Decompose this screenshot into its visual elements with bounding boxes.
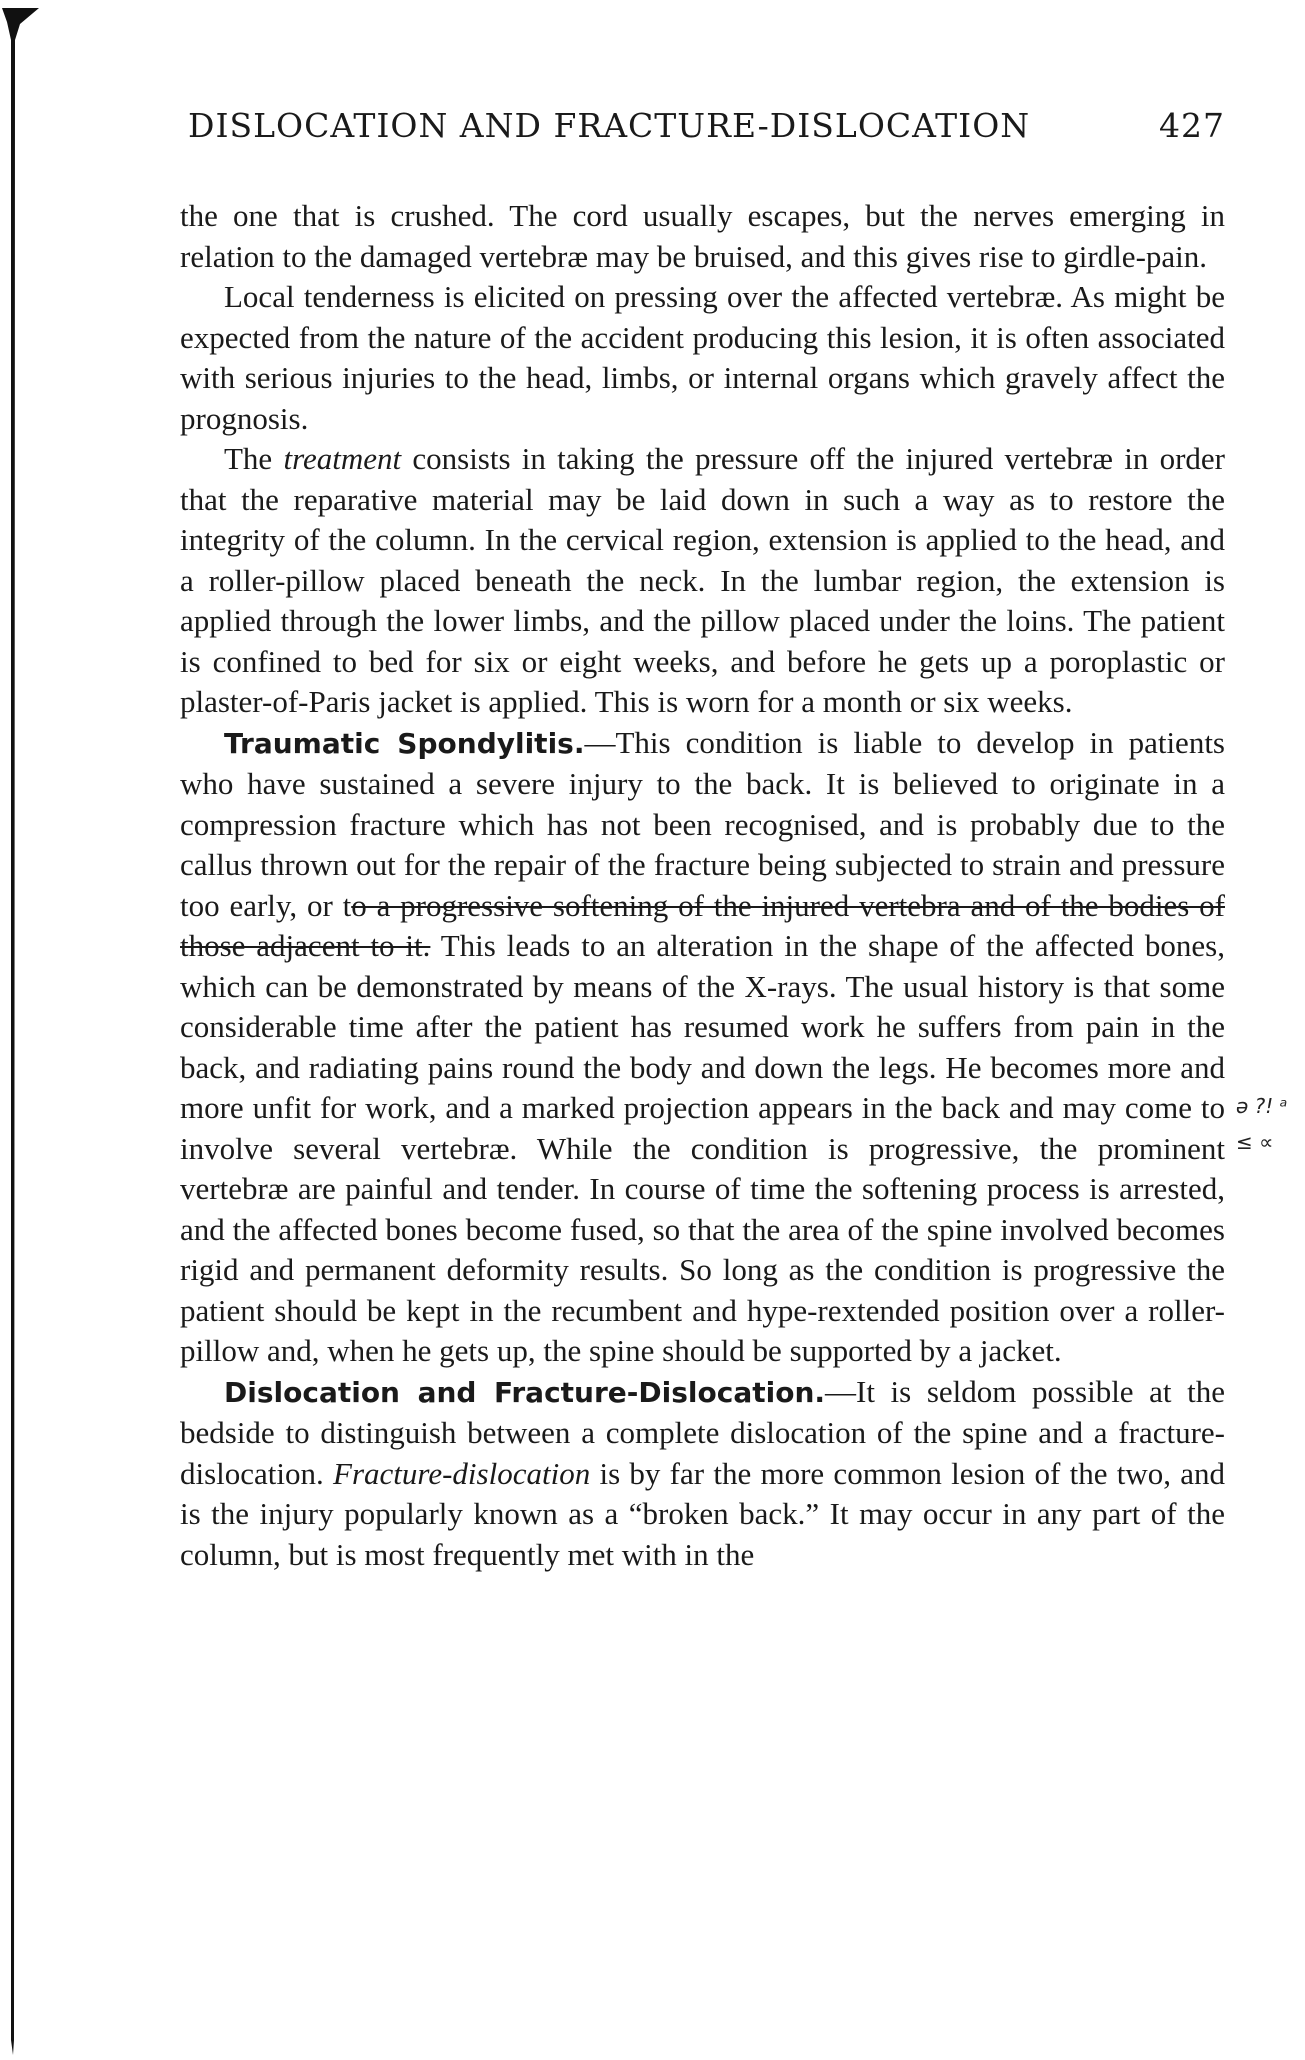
handwritten-note-text: ə ?! ᵃ ≤ ∝: [1236, 1094, 1288, 1154]
running-head-title: DISLOCATION AND FRACTURE-DISLOCATION: [188, 106, 1031, 145]
dislocation-text-b: is by far the more common lesion of the two, and is the injury popularly known as a “broken back.” It may occur in any part of the column, but is most frequently met with in the: [180, 1455, 1225, 1572]
page-number: 427: [1159, 106, 1225, 145]
treatment-emphasis: treatment: [283, 441, 402, 476]
paragraph-treatment: [180, 439, 1225, 723]
dislocation-text-a: —It is seldom possible at the bedside to distinguish between a complete dislocation of the spine and a fracture-dislocation.: [180, 1373, 1225, 1491]
page-binding-edge: [0, 0, 40, 2060]
struck-through-passage: o a progressive softening of the injured vertebra and of the bodies of those adjacent to it.: [180, 887, 1225, 963]
spondylitis-text-a: —This condition is liable to develop in patients who have sustained a severe injury to the back. It is believed to originate in a compression fracture which has not been recognised, and is probably due to the callus thrown out for the repair of the fracture being subjected to strain and pressure too early, or t: [180, 724, 1225, 923]
handwritten-marginal-note: [1232, 1088, 1302, 1198]
paragraph-traumatic-spondylitis: [180, 723, 1225, 1372]
section-heading-dislocation: Dislocation and Fracture-Dislocation.: [224, 1375, 826, 1409]
running-head: [180, 106, 1225, 150]
treatment-text: consists in taking the pressure off the injured vertebræ in order that the reparative material may be laid down in such a way as to restore the integrity of the column. In the cervical region, extension is applied to the head, and a roller-pillow placed beneath the neck. In the lumbar region, the extension is applied through the lower limbs, and the pillow placed under the loins. The patient is confined to bed for six or eight weeks, and before he gets up a poroplastic or plaster-of-Paris jacket is applied. This is worn for a month or six weeks.: [180, 441, 1225, 719]
fracture-dislocation-emphasis: Fracture-dislocation: [333, 1455, 591, 1491]
section-heading-traumatic-spondylitis: Traumatic Spondylitis.: [224, 726, 585, 760]
paragraph-continuation: the one that is crushed. The cord usually escapes, but the nerves emerging in relation to the damaged vertebræ may be bruised, and this gives rise to girdle-pain.: [180, 198, 1225, 274]
paragraph-local-tenderness: Local tenderness is elicited on pressing over the affected vertebræ. As might be expected from the nature of the accident producing this lesion, it is often associated with serious injuries to the head, limbs, or internal organs which gravely affect the prognosis.: [180, 279, 1225, 436]
body-text: [180, 196, 1225, 1575]
paragraph-dislocation: [180, 1372, 1225, 1576]
treatment-lead: The: [224, 441, 284, 476]
spondylitis-text-b: This leads to an alteration in the shape of the affected bones, which can be demonstrated by means of the X-rays. The usual history is that some considerable time after the patient has resumed work he suffers from pain in the back, and radiating pains round the body and down the legs. He becomes more and more unfit for work, and a marked projection appears in the back and may come to involve several vertebræ. While the condition is progressive, the prominent vertebræ are painful and tender. In course of time the softening process is arrested, and the affected bones become fused, so that the area of the spine involved becomes rigid and permanent deformity results. So long as the condition is progressive the patient should be kept in the recumbent and hype-rextended position over a roller-pillow and, when he gets up, the spine should be supported by a jacket.: [180, 928, 1225, 1368]
